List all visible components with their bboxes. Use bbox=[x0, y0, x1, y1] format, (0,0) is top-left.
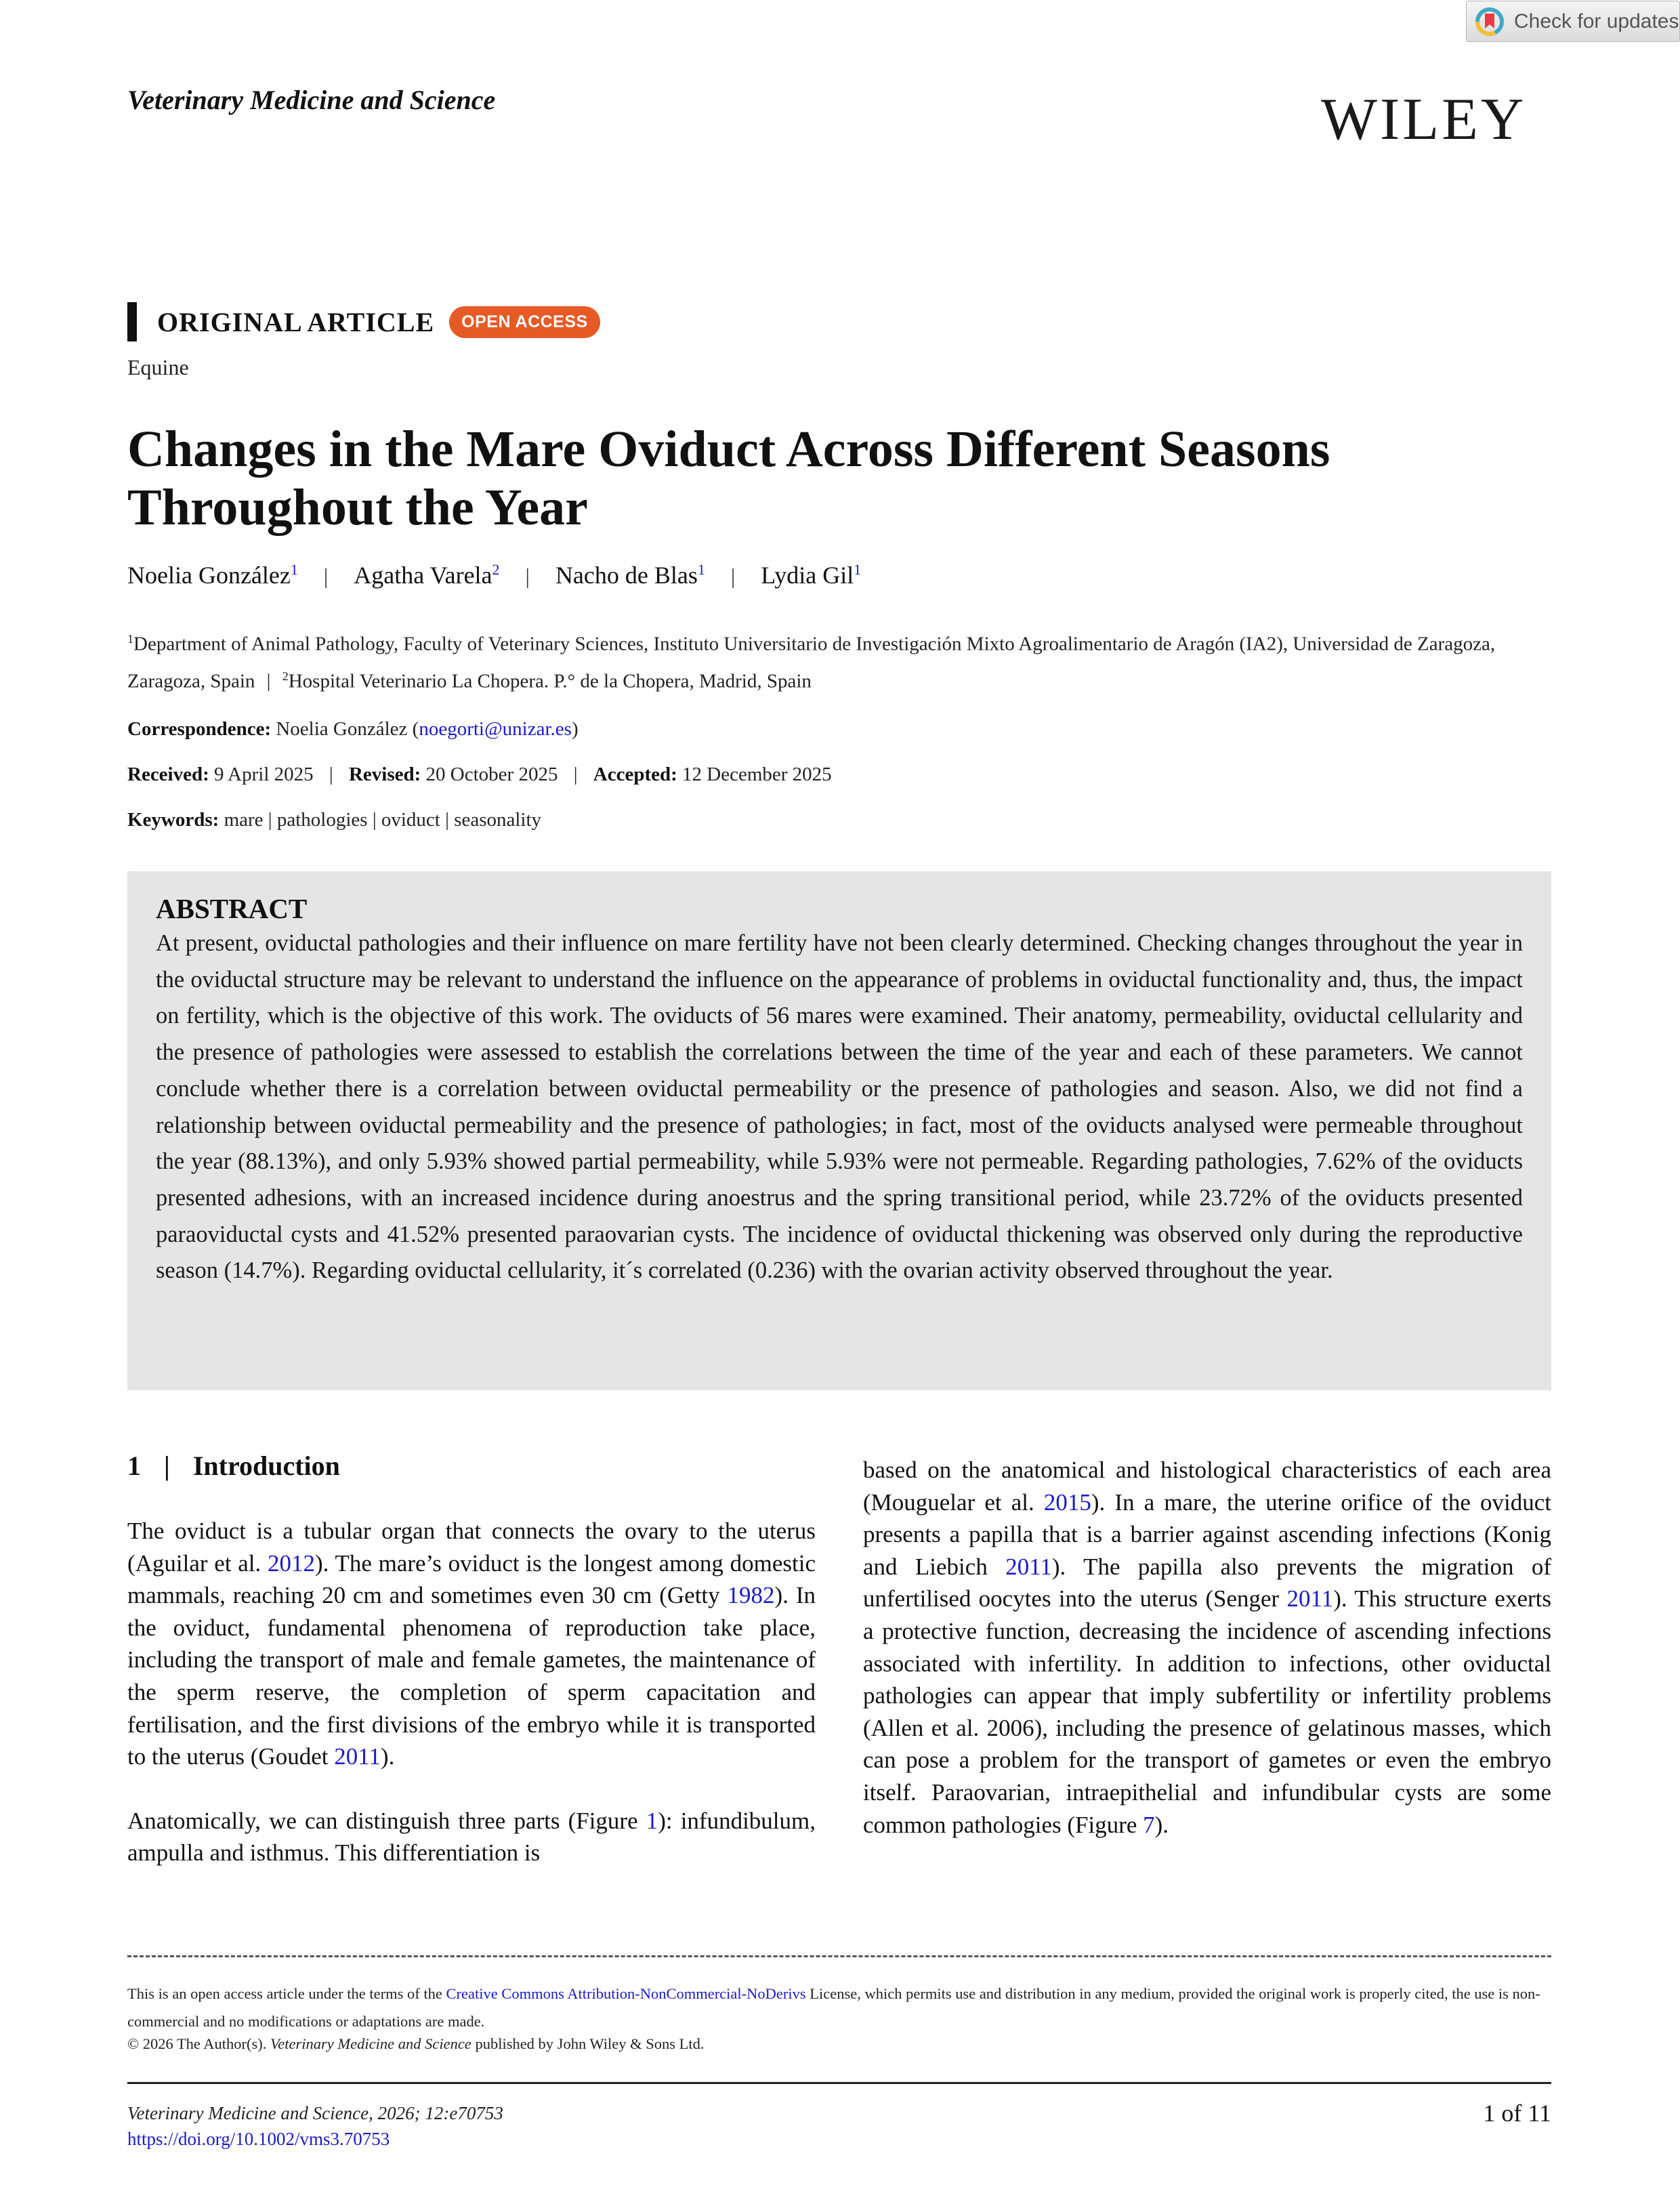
affiliation-ref[interactable]: 2 bbox=[492, 561, 500, 578]
affiliation-ref[interactable]: 1 bbox=[854, 561, 862, 578]
author-separator: | bbox=[525, 564, 530, 588]
citation-link[interactable]: 2012 bbox=[267, 1549, 315, 1577]
intro-paragraph-2-start: Anatomically, we can distinguish three parts (Figure 1): infundibulum, ampulla and isthmus. This differentiation is bbox=[127, 1807, 816, 1867]
check-for-updates-button[interactable] bbox=[1466, 1, 1680, 42]
intro-paragraph-2-cont: based on the anatomical and histological characteristics of each area (Mouguelar et al. 2015). In a mare, the uterine orifice of the oviduct presents a papilla that is a barrier against ascending infections (Konig and Liebich 2011). The papilla also prevents the migration of unfertilised oocytes into the uterus (Senger 2011). This structure exerts a protective function, decreasing the incidence of ascending infections associated with infertility. In addition to infections, other oviductal pathologies can appear that imply subfertility or infertility problems (Allen et al. 2006), including the presence of gelatinous masses, which can pose a problem for the transport of gametes or even the embryo itself. Paraovarian, intraepithelial and infundibular cysts are some common pathologies (Figure 7). bbox=[863, 1457, 1552, 1838]
abstract-text: At present, oviductal pathologies and their influence on mare fertility have not been clearly determined. Checking changes throughout the year in the oviductal structure may be relevant to understand the influence on the appearance of problems in oviductal functionality and, thus, the impact on fertility, which is the objective of this work. The oviducts of 56 mares were examined. Their anatomy, permeability, oviductal cellularity and the presence of pathologies were assessed to establish the correlations between the time of the year and each of these parameters. We cannot conclude whether there is a correlation between oviductal permeability or the presence of pathologies and season. Also, we did not find a relationship between oviductal permeability and the presence of pathologies; in fact, most of the oviducts analysed were permeable throughout the year (88.13%), and only 5.93% showed partial permeability, while 5.93% were not permeable. Regarding pathologies, 7.62% of the oviducts presented adhesions, with an increased incidence during anoestrus and the spring transitional period, while 23.72% of the oviducts presented paraoviductal cysts and 41.52% presented paraovarian cysts. The incidence of oviductal thickening was observed only during the reproductive season (14.7%). Regarding oviductal cellularity, it´s correlated (0.236) with the ovarian activity observed throughout the year. bbox=[156, 930, 1523, 1284]
article-title: Changes in the Mare Oviduct Across Different Seasons Throughout the Year bbox=[127, 421, 1330, 536]
citation-link[interactable]: 2011 bbox=[1005, 1553, 1052, 1580]
affiliations: $^1$Department of Animal Pathology, Faculty of Veterinary Sciences, Instituto Universitario de Investigación Mixto Agroalimentario de Aragón (IA2), Universidad de Zaragoza, Zaragoza, Spain | $^2$Hospital Veterinario La Chopera. P.° de la Chopera, Madrid, Spain bbox=[127, 632, 1496, 692]
check-for-updates-label: Check for updates bbox=[1514, 9, 1679, 33]
page-number: 1 of 11 bbox=[1483, 2100, 1551, 2127]
affiliation-separator: | bbox=[266, 670, 271, 692]
intro-paragraph-1: The oviduct is a tubular organ that connects the ovary to the uterus (Aguilar et al. 2012). The mare’s oviduct is the longest among domestic mammals, reaching 20 cm and sometimes even 30 cm (Getty 1982). In the oviduct, fundamental phenomena of reproduction take place, including the transport of male and female gametes, the maintenance of the sperm reserve, the completion of sperm capacitation and fertilisation, and the first divisions of the embryo while it is transported to the uterus (Goudet 2011). bbox=[127, 1518, 816, 1770]
author-separator: | bbox=[730, 564, 736, 588]
author[interactable]: Nacho de Blas$^1$ bbox=[555, 561, 705, 589]
author-list bbox=[127, 561, 861, 589]
citation-link[interactable]: 2015 bbox=[1043, 1488, 1091, 1516]
accepted-date: 12 December 2025 bbox=[682, 764, 832, 785]
body-column-right bbox=[863, 1454, 1551, 1873]
license-notice: This is an open access article under the terms of the Creative Commons Attribution-NonCommercial-NoDerivs License, which permits use and distribution in any medium, provided the original work is properly cited, the use is non-commercial and no modifications or adaptations are made. bbox=[127, 1985, 1540, 2030]
received-date: 9 April 2025 bbox=[214, 764, 314, 785]
correspondence-email-link[interactable]: noegorti@unizar.es bbox=[419, 718, 572, 740]
figure-link[interactable]: 1 bbox=[646, 1807, 658, 1834]
keyword: oviduct bbox=[381, 809, 440, 831]
author-separator: | bbox=[323, 564, 329, 588]
article-type: ORIGINAL ARTICLE bbox=[157, 306, 435, 337]
figure-link[interactable]: 7 bbox=[1143, 1811, 1155, 1838]
abstract-box bbox=[127, 871, 1551, 1390]
affiliation-ref[interactable]: 1 bbox=[290, 561, 298, 578]
revised-date: 20 October 2025 bbox=[425, 764, 558, 785]
license-link[interactable]: Creative Commons Attribution-NonCommercial-NoDerivs bbox=[446, 1985, 806, 2002]
author[interactable]: Agatha Varela$^2$ bbox=[354, 561, 500, 589]
affiliation-1: Department of Animal Pathology, Faculty of Veterinary Sciences, Instituto Universitario de Investigación Mixto Agroalimentario de Aragón (IA2), Universidad de Zaragoza, Zaragoza, Spain bbox=[127, 633, 1496, 692]
citation-link[interactable]: 2011 bbox=[1286, 1585, 1334, 1612]
doi-link[interactable]: https://doi.org/10.1002/vms3.70753 bbox=[127, 2129, 390, 2149]
article-category: Equine bbox=[127, 355, 189, 379]
open-access-badge: OPEN ACCESS bbox=[449, 306, 600, 338]
footer-citation: Veterinary Medicine and Science, 2026; 12:e70753 bbox=[127, 2103, 503, 2123]
publisher-logo: WILEY bbox=[1321, 87, 1527, 152]
keyword: seasonality bbox=[454, 809, 542, 831]
author[interactable]: Lydia Gil$^1$ bbox=[761, 561, 862, 589]
intro-p2-left-tail: ): infundibulum, ampulla and isthmus. This differentiation is bbox=[127, 1807, 816, 1867]
citation-link[interactable]: 1982 bbox=[727, 1582, 775, 1609]
body-column-left bbox=[127, 1447, 816, 1901]
citation-link[interactable]: 2011 bbox=[334, 1743, 381, 1770]
affiliation-ref[interactable]: 1 bbox=[697, 561, 705, 578]
abstract-heading: ABSTRACT bbox=[156, 893, 308, 924]
section-heading-introduction: 1 | Introduction bbox=[127, 1451, 340, 1481]
correspondence: Correspondence: Noelia González (noegorti@unizar.es) bbox=[127, 718, 579, 740]
keyword: pathologies bbox=[276, 809, 368, 831]
journal-name: Veterinary Medicine and Science bbox=[127, 85, 496, 115]
copyright-notice: © 2026 The Author(s). Veterinary Medicine and Science published by John Wiley & Sons Ltd. bbox=[127, 2035, 705, 2052]
footer-rule bbox=[127, 2082, 1551, 2084]
crossmark-icon bbox=[1475, 7, 1505, 37]
affiliation-2: Hospital Veterinario La Chopera. P.° de la Chopera, Madrid, Spain bbox=[288, 670, 812, 692]
author[interactable]: Noelia González$^1$ bbox=[127, 561, 298, 589]
type-bar-decoration bbox=[127, 302, 137, 341]
keyword: mare bbox=[224, 809, 264, 831]
footnote-divider bbox=[127, 1955, 1551, 1957]
keywords: Keywords: mare | pathologies | oviduct | seasonality bbox=[127, 809, 542, 831]
article-dates: Received: 9 April 2025 | Revised: 20 October 2025 | Accepted: 12 December 2025 bbox=[127, 764, 832, 785]
article-type-row bbox=[127, 302, 600, 341]
intro-p2-right-head: based on the anatomical and histological characteristics of each area (Mouguelar et al. bbox=[863, 1457, 1551, 1516]
